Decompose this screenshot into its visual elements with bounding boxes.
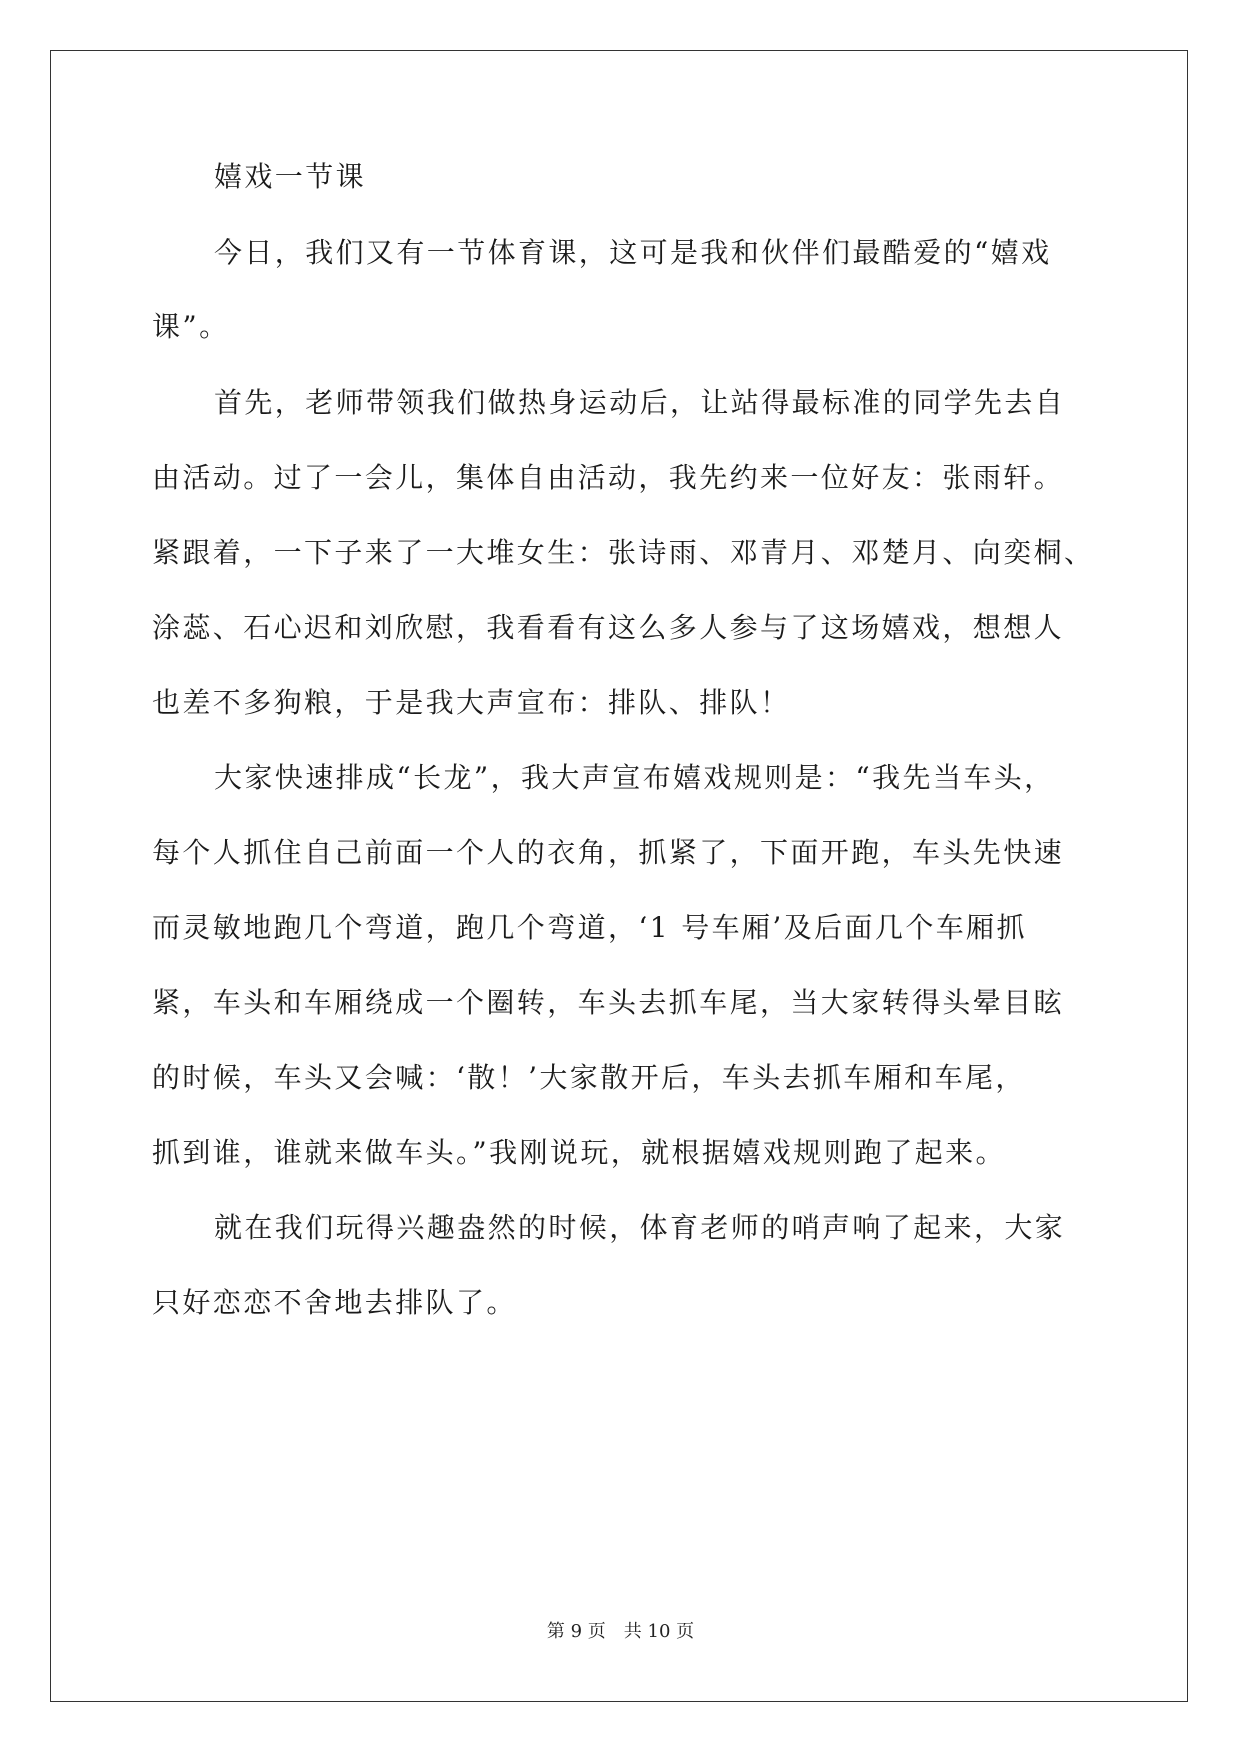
paragraph-line: 的时候，车头又会喊：‘散！’大家散开后，车头去抓车厢和车尾， bbox=[152, 1061, 1026, 1094]
paragraph-line: 课”。 bbox=[152, 310, 230, 343]
paragraph-line: 紧跟着，一下子来了一大堆女生：张诗雨、邓青月、邓楚月、向奕桐、 bbox=[152, 536, 1095, 569]
paragraph-line: 大家快速排成“长龙”，我大声宣布嬉戏规则是：“我先当车头， bbox=[214, 761, 1055, 794]
paragraph-line: 而灵敏地跑几个弯道，跑几个弯道，‘1 号车厢’及后面几个车厢抓 bbox=[152, 911, 1027, 944]
page-footer bbox=[0, 1620, 1241, 1644]
current-page-number: 第 9 页 bbox=[546, 1621, 606, 1642]
paragraph-line: 只好恋恋不舍地去排队了。 bbox=[152, 1286, 517, 1319]
total-page-count: 共 10 页 bbox=[623, 1621, 695, 1642]
paragraph-line: 首先，老师带领我们做热身运动后，让站得最标准的同学先去自 bbox=[214, 386, 1066, 419]
paragraph-line: 每个人抓住自己前面一个人的衣角，抓紧了，下面开跑，车头先快速 bbox=[152, 836, 1065, 869]
document-title: 嬉戏一节课 bbox=[214, 160, 367, 193]
paragraph-line: 就在我们玩得兴趣盎然的时候，体育老师的哨声响了起来，大家 bbox=[214, 1211, 1066, 1244]
paragraph-line: 也差不多狗粮，于是我大声宣布：排队、排队！ bbox=[152, 686, 791, 719]
paragraph-line: 由活动。过了一会儿，集体自由活动，我先约来一位好友：张雨轩。 bbox=[152, 461, 1065, 494]
paragraph-line: 紧，车头和车厢绕成一个圈转，车头去抓车尾，当大家转得头晕目眩 bbox=[152, 986, 1065, 1019]
paragraph-line: 抓到谁，谁就来做车头。”我刚说玩，就根据嬉戏规则跑了起来。 bbox=[152, 1136, 1006, 1169]
paragraph-line: 今日，我们又有一节体育课，这可是我和伙伴们最酷爱的“嬉戏 bbox=[214, 236, 1052, 269]
paragraph-line: 涂蕊、石心迟和刘欣慰，我看看有这么多人参与了这场嬉戏，想想人 bbox=[152, 611, 1065, 644]
page-border bbox=[50, 50, 1188, 1702]
